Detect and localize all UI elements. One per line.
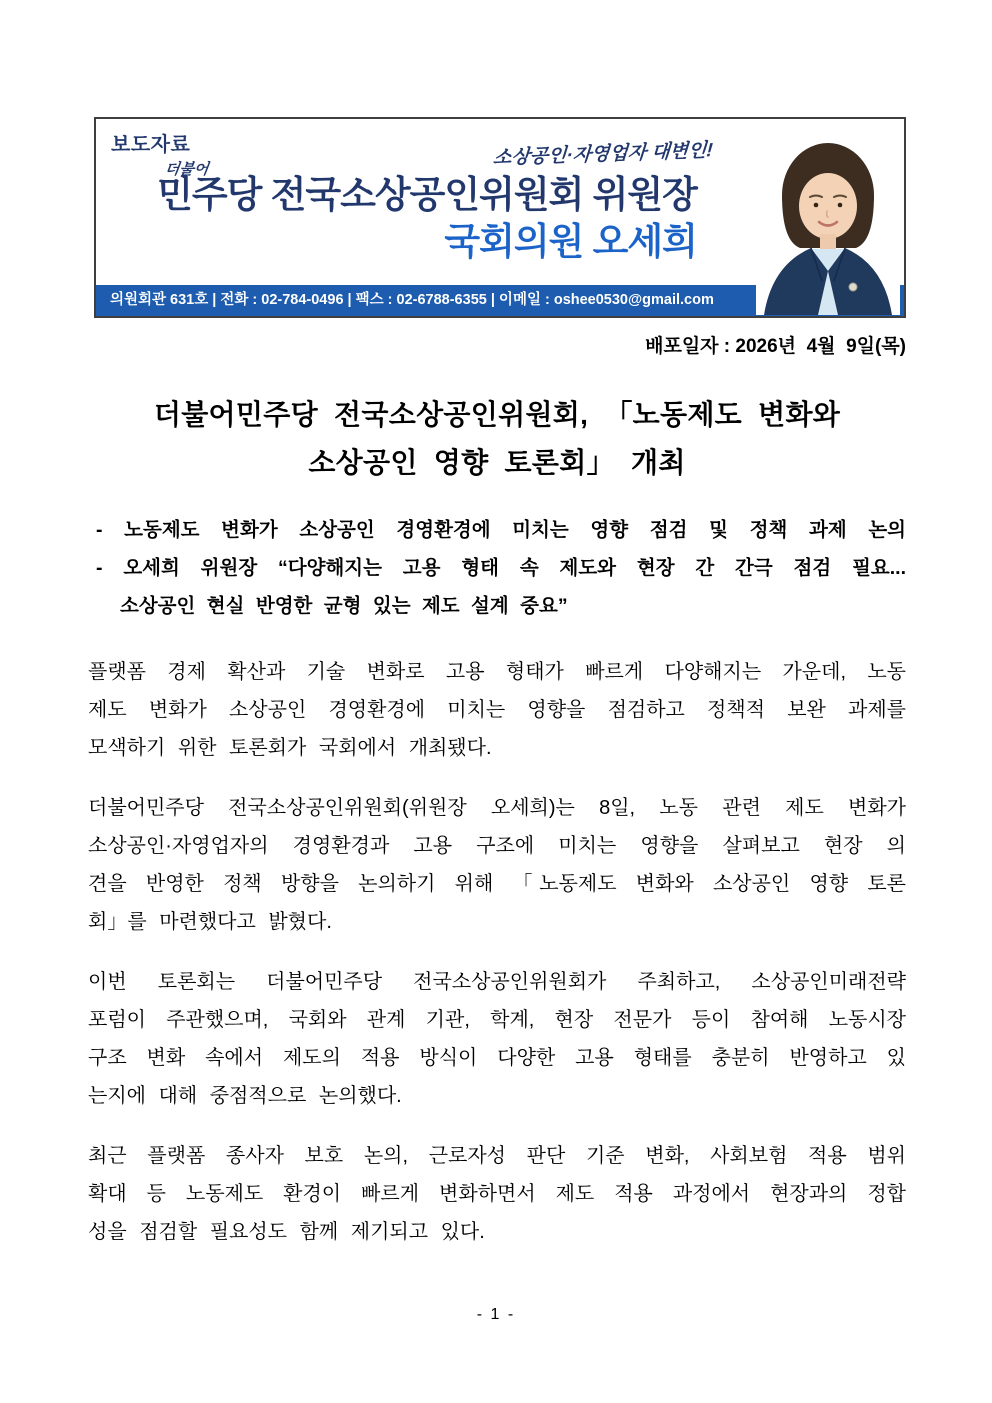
paragraph-line: 최근 플랫폼 종사자 보호 논의, 근로자성 판단 기준 변화, 사회보험 적용 범위 <box>88 1145 906 1167</box>
party-logo <box>96 161 758 264</box>
subpoints <box>96 511 906 625</box>
paragraph <box>88 653 906 767</box>
headline-line1: 더불어민주당 전국소상공인위원회, 「노동제도 변화와 <box>153 399 841 430</box>
paragraph-line: 견을 반영한 정책 방향을 논의하기 위해 「노동제도 변화와 소상공인 영향 토론 <box>88 873 906 895</box>
paragraph-line: 회」를 마련했다고 밝혔다. <box>88 911 332 933</box>
paragraph-line: 더불어민주당 전국소상공인위원회(위원장 오세희)는 8일, 노동 관련 제도 변화가 <box>88 797 906 819</box>
letterhead-banner <box>94 117 906 318</box>
paragraph-line: 는지에 대해 중점적으로 논의했다. <box>88 1085 402 1107</box>
contact-info: 의원회관 631호 | 전화 : 02-784-0496 | 팩스 : 02-6788-6355 | 이메일 : oshee0530@gmail.com <box>110 292 714 308</box>
paragraph <box>88 789 906 941</box>
paragraph-line: 확대 등 노동제도 환경이 빠르게 변화하면서 제도 적용 과정에서 현장과의 정합 <box>88 1183 906 1205</box>
paragraph-line: 포럼이 주관했으며, 국회와 관계 기관, 학계, 현장 전문가 등이 참여해 노동시장 <box>88 1009 906 1031</box>
member-name-line: 국회의원 오세희 <box>444 221 697 262</box>
paragraph-line: 플랫폼 경제 확산과 기술 변화로 고용 형태가 빠르게 다양해지는 가운데, 노동 <box>88 661 906 683</box>
paragraph-line: 제도 변화가 소상공인 경영환경에 미치는 영향을 점검하고 정책적 보완 과제를 <box>88 699 906 721</box>
paragraph-line: 모색하기 위한 토론회가 국회에서 개최됐다. <box>88 737 492 759</box>
subpoint-line: - 오세희 위원장 “다양해지는 고용 형태 속 제도와 현장 간 간극 점검 필요... <box>96 557 906 579</box>
page-number: - 1 - <box>476 1306 516 1323</box>
headline <box>88 391 906 487</box>
press-release-label: 보도자료 <box>111 134 191 156</box>
subpoint-line: - 노동제도 변화가 소상공인 경영환경에 미치는 영향 점검 및 정책 과제 논의 <box>96 519 906 541</box>
paragraph-line: 소상공인·자영업자의 경영환경과 고용 구조에 미치는 영향을 살펴보고 현장 의 <box>88 835 906 857</box>
release-date: 배포일자 : 2026년 4월 9일(목) <box>645 336 906 357</box>
paragraph <box>88 1137 906 1251</box>
headline-line2: 소상공인 영향 토론회」 개최 <box>308 447 686 478</box>
subpoint-line: 소상공인 현실 반영한 균형 있는 제도 설계 중요” <box>120 595 568 617</box>
party-logo-inner <box>157 161 697 264</box>
paragraph-line: 성을 점검할 필요성도 함께 제기되고 있다. <box>88 1221 485 1243</box>
paragraph-line: 구조 변화 속에서 제도의 적용 방식이 다양한 고용 형태를 충분히 반영하고 있 <box>88 1047 906 1069</box>
body-text <box>88 653 906 1273</box>
member-photo <box>756 119 900 315</box>
party-logo-line1: 민주당 전국소상공인위원회 위원장 <box>157 174 697 215</box>
party-logo-prefix: 더불어 <box>163 161 210 178</box>
slogan-text: 소상공인·자영업자 대변인! <box>492 140 714 169</box>
paragraph <box>88 963 906 1115</box>
paragraph-line: 이번 토론회는 더불어민주당 전국소상공인위원회가 주최하고, 소상공인미래전략 <box>88 971 906 993</box>
